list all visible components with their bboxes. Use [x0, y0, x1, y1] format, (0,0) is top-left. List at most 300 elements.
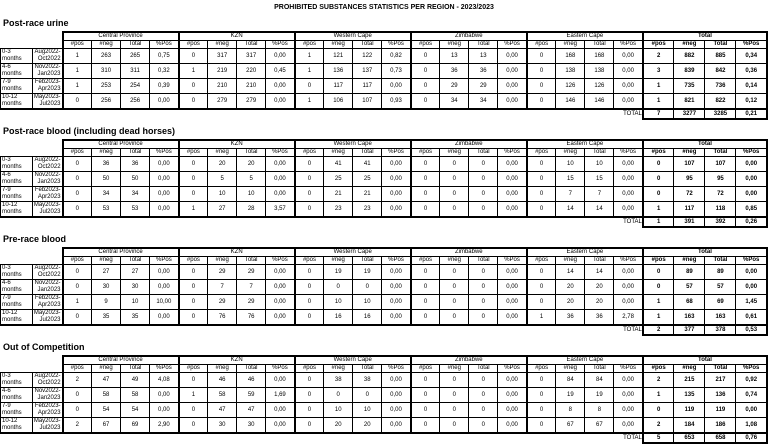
region-header: Western Cape: [295, 356, 411, 365]
stat-cell: 0: [179, 187, 208, 202]
period-label: [1, 373, 33, 388]
column-header: #pos: [295, 41, 324, 49]
stat-cell: 0,00: [614, 265, 643, 280]
stat-cell: 163: [705, 310, 736, 326]
stat-cell: 0,93: [382, 94, 411, 110]
column-header: Total: [237, 41, 266, 49]
stat-cell: 0: [411, 388, 440, 403]
period-range: 4-6: [2, 388, 11, 394]
stat-cell: 67: [585, 418, 614, 434]
period-unit: months: [2, 56, 22, 62]
stat-cell: 49: [121, 373, 150, 388]
period-unit: months: [2, 86, 22, 92]
total-cell: 0,26: [736, 217, 767, 227]
stat-cell: 0: [411, 172, 440, 187]
stat-cell: 76: [237, 310, 266, 326]
date-line: Feb2023-: [34, 295, 61, 301]
region-header: Eastern Cape: [527, 248, 643, 257]
stat-cell: 0: [440, 418, 469, 434]
column-header: #neg: [324, 41, 353, 49]
period-range: 10-12: [2, 94, 18, 100]
date-line: Nov2022-: [34, 280, 61, 286]
region-header: Western Cape: [295, 248, 411, 257]
total-cell: 658: [705, 433, 736, 443]
stat-cell: 27: [92, 265, 121, 280]
stat-cell: 89: [705, 265, 736, 280]
date-line: Apr2023: [37, 410, 61, 416]
stat-cell: 59: [237, 388, 266, 403]
column-header: #pos: [179, 257, 208, 265]
stat-cell: 15: [585, 172, 614, 187]
stat-cell: 122: [353, 49, 382, 64]
stat-cell: 0,32: [150, 64, 179, 79]
stat-cell: 0,00: [266, 310, 295, 326]
stat-cell: 9: [92, 295, 121, 310]
stat-cell: 0: [411, 64, 440, 79]
column-header: #pos: [643, 257, 674, 265]
column-header: #pos: [527, 257, 556, 265]
column-header: #pos: [643, 41, 674, 49]
stat-cell: 0: [469, 265, 498, 280]
stat-cell: 0,00: [614, 79, 643, 94]
stat-cell: 10: [324, 403, 353, 418]
stat-cell: 7: [585, 187, 614, 202]
stat-cell: 13: [469, 49, 498, 64]
stat-cell: 126: [585, 79, 614, 94]
column-header: Total: [353, 41, 382, 49]
stat-cell: 256: [92, 94, 121, 110]
column-header: %Pos: [150, 41, 179, 49]
date-line: Jul2023: [39, 425, 61, 431]
stat-cell: 0: [527, 79, 556, 94]
stat-cell: 0: [295, 310, 324, 326]
period-label: [1, 79, 33, 94]
stat-cell: 7: [237, 280, 266, 295]
stat-cell: 0,00: [736, 280, 767, 295]
period-range: 7-9: [2, 187, 11, 193]
stat-cell: 0,00: [150, 310, 179, 326]
column-header: Total: [237, 365, 266, 373]
total-cell: 392: [705, 217, 736, 227]
column-header: #pos: [643, 365, 674, 373]
stat-cell: 53: [92, 202, 121, 218]
stats-table: [0, 355, 768, 444]
stat-cell: 1: [295, 64, 324, 79]
stat-cell: 53: [121, 202, 150, 218]
stat-cell: 0: [527, 388, 556, 403]
stat-cell: 136: [324, 64, 353, 79]
stat-cell: 0: [411, 373, 440, 388]
stat-cell: 25: [353, 172, 382, 187]
stat-cell: 0,00: [498, 202, 527, 218]
column-header: %Pos: [614, 257, 643, 265]
stat-cell: 0,82: [382, 49, 411, 64]
stat-cell: 0: [179, 157, 208, 172]
column-header: #pos: [63, 149, 92, 157]
stat-cell: 57: [705, 280, 736, 295]
stat-cell: 3: [643, 64, 674, 79]
stat-cell: 21: [353, 187, 382, 202]
region-header: Total: [643, 248, 767, 257]
date-range-label: [33, 79, 63, 94]
stat-cell: 135: [674, 388, 705, 403]
date-line: May2023-: [33, 94, 61, 100]
stat-cell: 36: [92, 157, 121, 172]
stat-cell: 0,00: [614, 403, 643, 418]
stat-cell: 0,00: [382, 280, 411, 295]
region-header: KZN: [179, 356, 295, 365]
stat-cell: 0,00: [498, 94, 527, 110]
stat-cell: 0: [295, 388, 324, 403]
stat-cell: 0: [469, 157, 498, 172]
stat-cell: 217: [705, 373, 736, 388]
date-line: Oct2022: [37, 164, 61, 170]
stat-cell: 0,00: [150, 280, 179, 295]
stat-cell: 0: [643, 187, 674, 202]
stat-cell: 0,00: [266, 187, 295, 202]
stat-cell: 138: [585, 64, 614, 79]
region-header: Zimbabwe: [411, 32, 527, 41]
stat-cell: 0,00: [266, 157, 295, 172]
period-unit: months: [2, 410, 22, 416]
column-header: #neg: [674, 149, 705, 157]
stat-cell: 0,12: [736, 94, 767, 110]
stat-cell: 0: [527, 94, 556, 110]
stat-cell: 117: [353, 79, 382, 94]
stat-cell: 0: [295, 265, 324, 280]
stat-cell: 8: [556, 403, 585, 418]
stat-cell: 23: [324, 202, 353, 218]
stat-cell: 36: [556, 310, 585, 326]
column-header: #pos: [63, 41, 92, 49]
stat-cell: 0: [440, 202, 469, 218]
total-cell: 653: [674, 433, 705, 443]
date-line: Jan2023: [37, 71, 61, 77]
column-header: #neg: [324, 149, 353, 157]
stat-cell: 146: [556, 94, 585, 110]
stat-cell: 0,85: [736, 202, 767, 218]
stat-cell: 29: [237, 295, 266, 310]
stat-cell: 0: [63, 280, 92, 295]
column-header: #pos: [527, 365, 556, 373]
stat-cell: 0: [469, 202, 498, 218]
date-range-label: [33, 403, 63, 418]
stat-cell: 0,00: [150, 202, 179, 218]
column-header: Total: [705, 365, 736, 373]
stat-cell: 0,00: [498, 172, 527, 187]
header-spacer: [1, 257, 63, 265]
stat-cell: 20: [237, 157, 266, 172]
stat-cell: 19: [585, 388, 614, 403]
total-cell: 0,21: [736, 109, 767, 119]
stat-cell: 0,00: [150, 265, 179, 280]
stat-cell: 36: [440, 64, 469, 79]
stat-cell: 0,00: [614, 49, 643, 64]
stat-cell: 34: [469, 94, 498, 110]
period-label: [1, 265, 33, 280]
stats-table-host: [0, 31, 768, 120]
date-range-label: [33, 295, 63, 310]
period-unit: months: [2, 302, 22, 308]
column-header: Total: [353, 149, 382, 157]
report-title: PROHIBITED SUBSTANCES STATISTICS PER REGION - 2023/2023: [274, 4, 494, 11]
stat-cell: 7: [556, 187, 585, 202]
stat-cell: 0,00: [382, 403, 411, 418]
stats-table: [0, 139, 768, 228]
period-unit: months: [2, 395, 22, 401]
stat-cell: 46: [237, 373, 266, 388]
column-header: %Pos: [150, 149, 179, 157]
header-spacer: [1, 41, 63, 49]
column-header: #pos: [295, 149, 324, 157]
column-header: #pos: [411, 149, 440, 157]
stat-cell: 76: [208, 310, 237, 326]
column-header: Total: [705, 41, 736, 49]
period-unit: months: [2, 194, 22, 200]
stat-cell: 35: [92, 310, 121, 326]
column-header: Total: [121, 149, 150, 157]
column-header: #pos: [63, 365, 92, 373]
stat-cell: 0: [440, 403, 469, 418]
stat-cell: 311: [121, 64, 150, 79]
stat-cell: 0: [295, 418, 324, 434]
stat-cell: 54: [92, 403, 121, 418]
stat-cell: 0,34: [736, 49, 767, 64]
stat-cell: 14: [585, 202, 614, 218]
stat-cell: 0,00: [498, 79, 527, 94]
stat-cell: 10: [237, 187, 266, 202]
column-header: Total: [585, 149, 614, 157]
stat-cell: 29: [208, 265, 237, 280]
period-unit: months: [2, 164, 22, 170]
column-header: #pos: [295, 365, 324, 373]
stat-cell: 8: [585, 403, 614, 418]
stat-cell: 107: [674, 157, 705, 172]
column-header: %Pos: [498, 41, 527, 49]
stat-cell: 735: [674, 79, 705, 94]
region-header: Western Cape: [295, 140, 411, 149]
column-header: Total: [585, 365, 614, 373]
stat-cell: 0,75: [150, 49, 179, 64]
column-header: %Pos: [266, 365, 295, 373]
column-header: Total: [121, 41, 150, 49]
column-header: #neg: [92, 257, 121, 265]
header-spacer: [1, 356, 63, 365]
stat-cell: 0,00: [266, 373, 295, 388]
period-label: [1, 187, 33, 202]
period-label: [1, 49, 33, 64]
stat-cell: 25: [324, 172, 353, 187]
stat-cell: 0,00: [266, 79, 295, 94]
period-label: [1, 388, 33, 403]
stat-cell: 0,00: [614, 295, 643, 310]
date-line: Apr2023: [37, 194, 61, 200]
stat-cell: 0,00: [614, 418, 643, 434]
stat-cell: 0: [295, 172, 324, 187]
stat-cell: 2: [643, 418, 674, 434]
period-label: [1, 418, 33, 434]
stat-cell: 163: [674, 310, 705, 326]
stat-cell: 0,00: [498, 388, 527, 403]
stat-cell: 0: [295, 373, 324, 388]
stat-cell: 47: [92, 373, 121, 388]
stat-cell: 0: [411, 265, 440, 280]
column-header: #neg: [440, 149, 469, 157]
stat-cell: 30: [208, 418, 237, 434]
column-header: %Pos: [736, 365, 767, 373]
stat-cell: 0,74: [736, 388, 767, 403]
stat-cell: 47: [237, 403, 266, 418]
date-range-label: [33, 418, 63, 434]
region-header: KZN: [179, 140, 295, 149]
stat-cell: 28: [237, 202, 266, 218]
column-header: #neg: [92, 149, 121, 157]
stat-cell: 0,00: [266, 172, 295, 187]
stat-cell: 0,00: [266, 403, 295, 418]
date-line: Jan2023: [37, 179, 61, 185]
column-header: %Pos: [614, 41, 643, 49]
column-header: #pos: [179, 41, 208, 49]
stat-cell: 106: [324, 94, 353, 110]
stat-cell: 0,00: [382, 295, 411, 310]
stat-cell: 10: [208, 187, 237, 202]
column-header: #pos: [63, 257, 92, 265]
column-header: #neg: [556, 365, 585, 373]
stat-cell: 27: [121, 265, 150, 280]
region-header: Zimbabwe: [411, 356, 527, 365]
total-row-label: TOTAL: [623, 327, 642, 333]
column-header: #neg: [674, 257, 705, 265]
stat-cell: 0: [440, 373, 469, 388]
period-unit: months: [2, 272, 22, 278]
date-line: Feb2023-: [34, 403, 61, 409]
date-line: Nov2022-: [34, 172, 61, 178]
stat-cell: 126: [556, 79, 585, 94]
column-header: #pos: [411, 365, 440, 373]
stat-cell: 254: [121, 79, 150, 94]
date-line: Aug2022-: [34, 373, 61, 379]
date-line: Oct2022: [37, 272, 61, 278]
column-header: #pos: [179, 365, 208, 373]
stat-cell: 0,00: [736, 157, 767, 172]
column-header: %Pos: [150, 365, 179, 373]
stats-table-host: [0, 355, 768, 444]
stat-cell: 20: [353, 418, 382, 434]
stat-cell: 1,69: [266, 388, 295, 403]
stat-cell: 38: [324, 373, 353, 388]
stat-cell: 0: [469, 388, 498, 403]
stat-cell: 10: [556, 157, 585, 172]
date-range-label: [33, 64, 63, 79]
column-header: Total: [585, 41, 614, 49]
stat-cell: 1: [643, 202, 674, 218]
stat-cell: 119: [674, 403, 705, 418]
stat-cell: 0,00: [382, 388, 411, 403]
stat-cell: 0: [411, 79, 440, 94]
stat-cell: 168: [556, 49, 585, 64]
stat-cell: 0: [440, 172, 469, 187]
stat-cell: 0: [527, 265, 556, 280]
stat-cell: 95: [674, 172, 705, 187]
stat-cell: 0,14: [736, 79, 767, 94]
date-range-label: [33, 265, 63, 280]
total-row-label: TOTAL: [623, 435, 642, 441]
stat-cell: 0: [63, 310, 92, 326]
stat-cell: 0,00: [382, 202, 411, 218]
stat-cell: 0: [63, 172, 92, 187]
stat-cell: 0: [295, 202, 324, 218]
stat-cell: 30: [237, 418, 266, 434]
column-header: %Pos: [150, 257, 179, 265]
stat-cell: 736: [705, 79, 736, 94]
stat-cell: 1: [295, 49, 324, 64]
stat-cell: 16: [324, 310, 353, 326]
column-header: Total: [237, 257, 266, 265]
column-header: #neg: [440, 41, 469, 49]
stat-cell: 0: [295, 280, 324, 295]
stat-cell: 0,73: [382, 64, 411, 79]
stat-cell: 36: [469, 64, 498, 79]
column-header: %Pos: [614, 149, 643, 157]
date-line: Jan2023: [37, 395, 61, 401]
stat-cell: 0: [411, 403, 440, 418]
stat-cell: 10: [353, 403, 382, 418]
region-header: Total: [643, 32, 767, 41]
stat-cell: 0,00: [498, 295, 527, 310]
stat-cell: 4,08: [150, 373, 179, 388]
stat-cell: 0: [179, 49, 208, 64]
period-range: 0-3: [2, 265, 11, 271]
stat-cell: 0: [353, 388, 382, 403]
stats-table: [0, 31, 768, 120]
stat-cell: 0: [469, 403, 498, 418]
stat-cell: 279: [237, 94, 266, 110]
stat-cell: 839: [674, 64, 705, 79]
stat-cell: 0,00: [150, 403, 179, 418]
section-heading: Post-race blood (including dead horses): [3, 126, 176, 136]
stat-cell: 0: [440, 157, 469, 172]
stat-cell: 0,00: [498, 265, 527, 280]
stat-cell: 0,00: [498, 64, 527, 79]
region-header: Central Province: [63, 140, 179, 149]
period-range: 7-9: [2, 403, 11, 409]
date-range-label: [33, 49, 63, 64]
column-header: %Pos: [736, 257, 767, 265]
total-cell: 7: [643, 109, 674, 119]
stat-cell: 0,36: [736, 64, 767, 79]
stat-cell: 210: [237, 79, 266, 94]
period-range: 7-9: [2, 295, 11, 301]
stat-cell: 0: [295, 403, 324, 418]
date-line: Jul2023: [39, 317, 61, 323]
stat-cell: 0: [63, 157, 92, 172]
stat-cell: 0: [440, 310, 469, 326]
region-header: Total: [643, 140, 767, 149]
header-spacer: [1, 140, 63, 149]
stat-cell: 0,00: [150, 172, 179, 187]
stat-cell: 317: [208, 49, 237, 64]
stat-cell: 89: [674, 265, 705, 280]
stat-cell: 0: [643, 157, 674, 172]
stat-cell: 72: [705, 187, 736, 202]
stat-cell: 54: [121, 403, 150, 418]
column-header: #neg: [440, 365, 469, 373]
stat-cell: 117: [674, 202, 705, 218]
column-header: #neg: [440, 257, 469, 265]
stat-cell: 146: [585, 94, 614, 110]
stat-cell: 20: [208, 157, 237, 172]
stat-cell: 186: [705, 418, 736, 434]
